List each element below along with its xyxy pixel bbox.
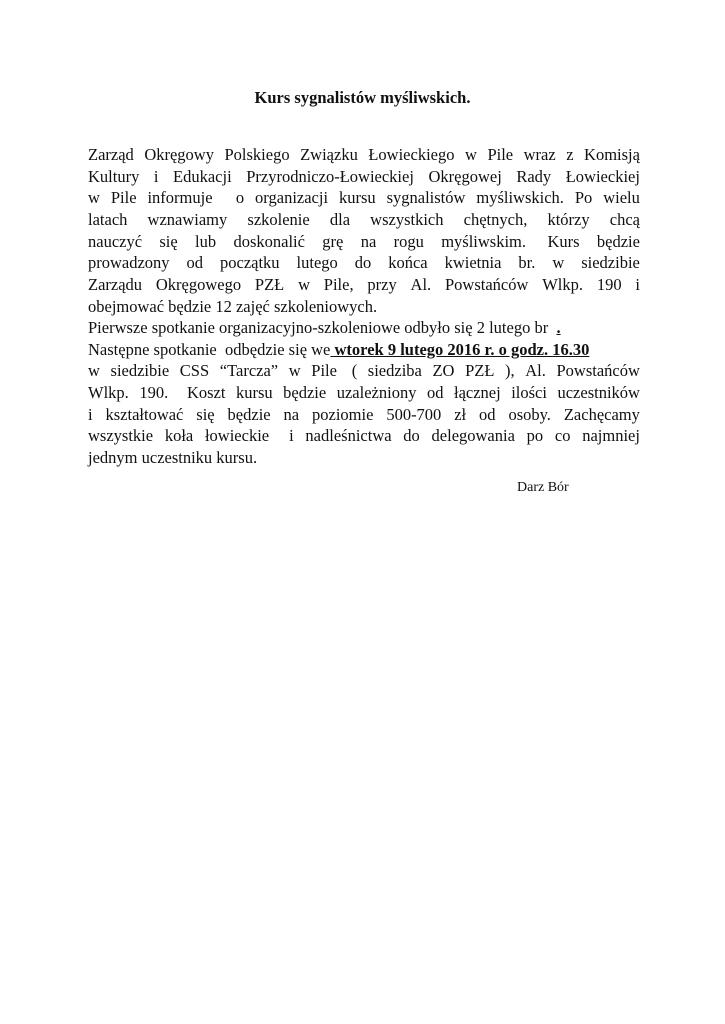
text-line <box>88 209 640 231</box>
word: wszystkie <box>88 426 154 446</box>
text-line <box>88 317 640 339</box>
text-line <box>88 166 640 188</box>
word: dla <box>329 210 351 230</box>
word: latach <box>88 210 128 230</box>
word: br. <box>518 253 536 273</box>
word: PZŁ <box>254 275 285 295</box>
word: chcą <box>609 210 640 230</box>
word: Okręgowy <box>144 145 214 164</box>
word: organizacji <box>255 188 329 208</box>
word: myśliwskim. <box>441 231 526 251</box>
next-meeting-text: Następne spotkanie odbędzie się we <box>88 339 331 359</box>
word: PZŁ <box>465 361 495 381</box>
word: “Tarcza” <box>219 361 279 381</box>
word: w <box>552 253 565 273</box>
text-line <box>88 404 640 426</box>
word: Wlkp. <box>88 383 129 403</box>
word: co <box>554 426 571 446</box>
word: Kultury <box>88 166 140 186</box>
word: łowieckie <box>204 426 270 446</box>
word: Polskiego <box>224 145 290 164</box>
word: ), <box>505 361 515 381</box>
word: od <box>186 253 204 273</box>
word: Związku <box>300 145 358 164</box>
word: lub <box>195 231 217 251</box>
word: ZO <box>432 361 455 381</box>
word: Łowieckiej <box>565 166 640 186</box>
word: ( <box>347 361 358 381</box>
text-line <box>88 382 640 404</box>
word: będzie <box>596 231 640 251</box>
word: początku <box>220 253 280 273</box>
text-line <box>88 231 640 253</box>
word: koła <box>164 426 194 446</box>
word: Łowieckiego <box>368 145 455 164</box>
text-line <box>88 252 640 274</box>
word: przy <box>367 275 397 295</box>
word: nadleśnictwa <box>305 426 392 446</box>
word: kwietnia <box>444 253 502 273</box>
word: od <box>479 404 496 424</box>
word: uczestników <box>557 383 640 403</box>
word: o <box>223 188 245 208</box>
word: ilości <box>511 383 547 403</box>
underlined-dot: . <box>556 318 561 337</box>
word: Koszt <box>178 383 226 403</box>
paragraph-announcement <box>88 144 640 318</box>
word: końca <box>388 253 428 273</box>
word: Zarządu <box>88 275 143 295</box>
word: po <box>526 426 544 446</box>
word: wielu <box>603 188 640 208</box>
word: Wlkp. <box>542 275 584 295</box>
word: się <box>196 404 215 424</box>
word: CSS <box>179 361 210 381</box>
word: najmniej <box>582 426 640 446</box>
word: do <box>403 426 420 446</box>
word: w <box>298 275 310 295</box>
word: Pile <box>110 188 137 208</box>
word: Al. <box>525 361 546 381</box>
word: Przyrodniczo-Łowieckiej <box>246 166 414 186</box>
word: poziomie <box>312 404 374 424</box>
word: na <box>360 231 377 251</box>
meeting-date-emphasis: wtorek 9 lutego 2016 r. o godz. 16.30 <box>330 339 590 359</box>
signature-greeting: Darz Bór <box>517 480 569 495</box>
word: Zachęcamy <box>563 404 640 424</box>
word: 190 <box>596 275 622 295</box>
word: Zarząd <box>88 145 134 164</box>
text-line <box>88 144 640 166</box>
word: delegowania <box>431 426 515 446</box>
word: doskonalić <box>233 231 305 251</box>
word: kształtować <box>105 404 184 424</box>
word: Powstańców <box>556 361 640 381</box>
word: chętnych, <box>463 210 528 230</box>
paragraph-meetings <box>88 317 640 469</box>
word: myśliwskich. <box>476 188 564 208</box>
word: w <box>288 361 301 381</box>
word: Okręgowego <box>155 275 242 295</box>
word: 500-700 <box>386 404 442 424</box>
word: Rady <box>516 166 552 186</box>
word: Po <box>574 188 593 208</box>
text-line <box>88 425 640 447</box>
word: osoby. <box>508 404 551 424</box>
word: rogu <box>393 231 424 251</box>
word: siedzibie <box>581 253 640 273</box>
word: siedzibie <box>110 361 170 381</box>
word: nauczyć <box>88 231 143 251</box>
word: w <box>465 145 477 164</box>
word: w <box>88 361 100 381</box>
word: lutego <box>296 253 338 273</box>
word: Al. <box>410 275 432 295</box>
word: Okręgowej <box>428 166 502 186</box>
word: Powstańców <box>444 275 529 295</box>
word: którzy <box>547 210 590 230</box>
word: z <box>566 145 574 164</box>
word: będzie <box>283 383 327 403</box>
word: Kurs <box>543 231 580 251</box>
word: na <box>283 404 300 424</box>
text-line: obejmować będzie 12 zajęć szkoleniowych. <box>88 296 378 316</box>
text-line <box>88 339 640 361</box>
word: wznawiamy <box>147 210 228 230</box>
word: kursu <box>235 383 273 403</box>
word: wraz <box>523 145 556 164</box>
word: i <box>280 426 294 446</box>
word: grę <box>322 231 344 251</box>
word: od <box>426 383 444 403</box>
word: zł <box>454 404 467 424</box>
word: Edukacji <box>173 166 232 186</box>
word: Pile <box>311 361 337 381</box>
word: i <box>635 275 640 295</box>
word: w <box>88 188 100 208</box>
word: szkolenie <box>247 210 310 230</box>
word: i <box>88 404 93 424</box>
word: siedziba <box>367 361 422 381</box>
word: się <box>159 231 178 251</box>
text-line: jednym uczestniku kursu. <box>88 448 258 468</box>
word: 190. <box>139 383 169 403</box>
word: będzie <box>227 404 271 424</box>
word: prowadzony <box>88 253 170 273</box>
document-title: Kurs sygnalistów myśliwskich. <box>254 88 471 107</box>
text-line <box>88 187 640 209</box>
text-line <box>88 360 640 382</box>
word: łącznej <box>453 383 501 403</box>
word: uzależniony <box>336 383 417 403</box>
first-meeting-text: Pierwsze spotkanie organizacyjno-szkoleniowe odbyło się 2 lutego br <box>88 318 549 337</box>
word: do <box>354 253 372 273</box>
text-line <box>88 274 640 296</box>
word: Komisją <box>584 145 640 164</box>
word: Pile, <box>323 275 354 295</box>
word: informuje <box>147 188 213 208</box>
word: kursu <box>338 188 376 208</box>
word: Pile <box>487 145 514 164</box>
word: i <box>153 166 159 186</box>
word: sygnalistów <box>386 188 466 208</box>
word: wszystkich <box>370 210 444 230</box>
